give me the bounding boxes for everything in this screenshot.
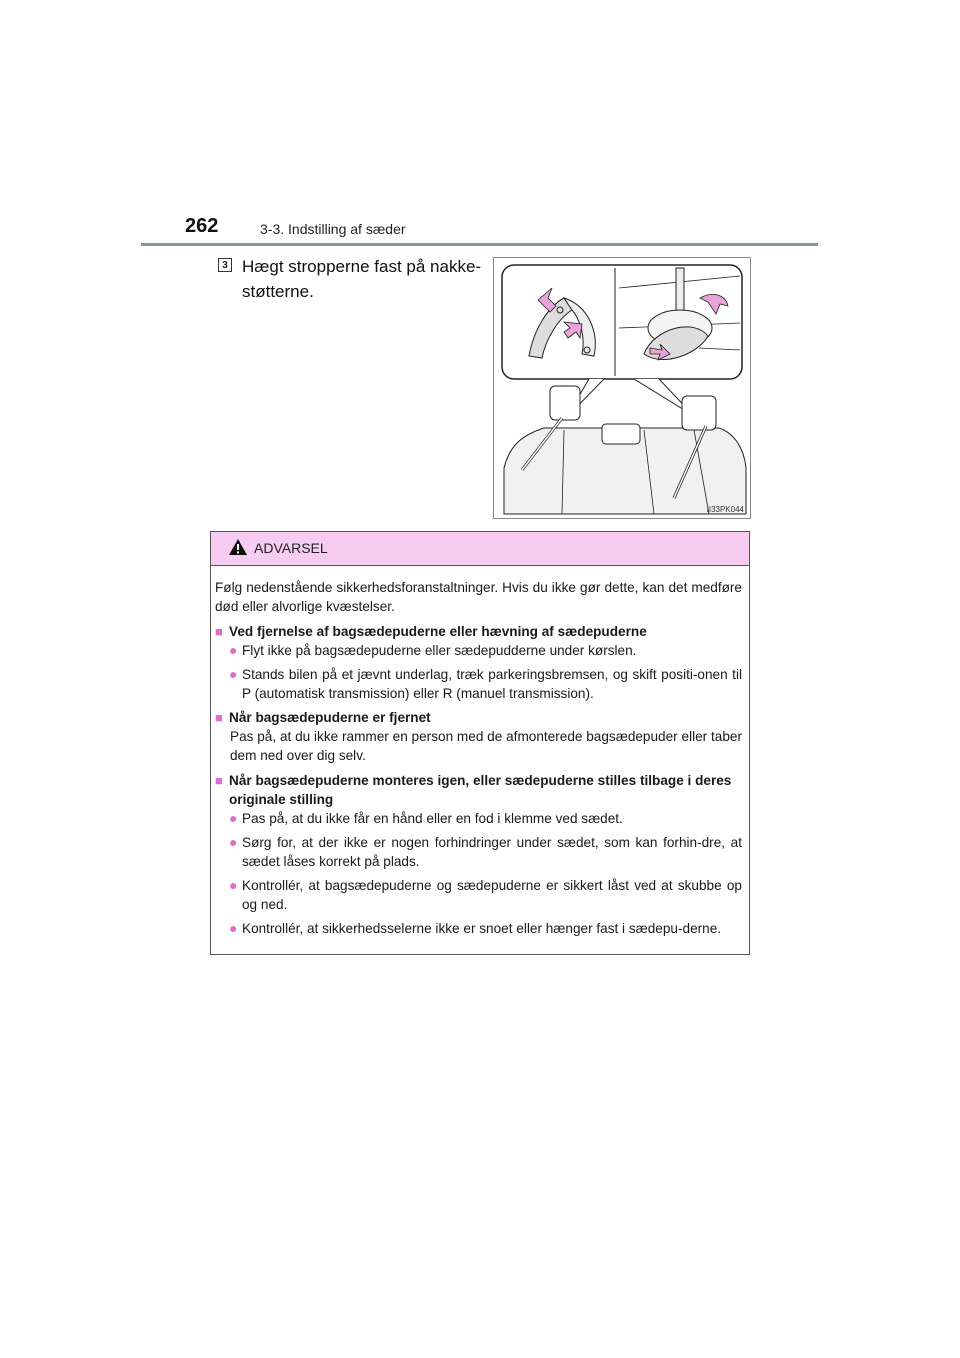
circle-bullet-icon: ● <box>229 666 238 682</box>
seat-strap-drawing <box>494 258 750 518</box>
topic-description: Pas på, at du ikke rammer en person med de afmonterede bagsædepuder eller taber dem ned over dig selv. <box>230 729 742 763</box>
warning-body <box>211 566 749 938</box>
warning-intro: Følg nedenstående sikkerhedsforanstaltninger. Hvis du ikke gør dette, kan det medføre død eller alvorlige kvæstelser. <box>215 580 742 614</box>
warning-box <box>210 531 750 955</box>
list-item: ● Stands bilen på et jævnt underlag, træk parkeringsbremsen, og skift positi-onen til P (automatisk transmission) eller R (manuel transmission). <box>229 666 742 701</box>
circle-bullet-icon: ● <box>229 810 238 826</box>
step-number-badge: 3 <box>218 258 232 272</box>
header-divider <box>141 243 818 246</box>
list-item: ● Flyt ikke på bagsædepuderne eller sædepudderne under kørslen. <box>229 642 637 658</box>
list-item: ● Pas på, at du ikke får en hånd eller en fod i klemme ved sædet. <box>229 810 623 826</box>
square-bullet-icon: ■ <box>215 624 223 639</box>
headrest-strap-illustration <box>493 257 751 519</box>
square-bullet-icon: ■ <box>215 773 223 788</box>
step-instruction: Hægt stropperne fast på nakke-støtterne. <box>242 257 482 301</box>
circle-bullet-icon: ● <box>229 920 238 936</box>
warning-topic <box>215 622 742 703</box>
topic-heading: Når bagsædepuderne er fjernet <box>229 710 431 725</box>
circle-bullet-icon: ● <box>229 642 238 658</box>
warning-triangle-icon <box>228 538 248 556</box>
topic-heading: Ved fjernelse af bagsædepuderne eller hævning af sædepuderne <box>229 624 647 639</box>
warning-header <box>211 532 749 566</box>
list-item: ● Kontrollér, at bagsædepuderne og sædepuderne er sikkert låst ved at skubbe op og ned. <box>229 877 742 912</box>
circle-bullet-icon: ● <box>229 877 238 893</box>
list-item: ● Kontrollér, at sikkerhedsselerne ikke er snoet eller hænger fast i sædepu-derne. <box>229 920 722 936</box>
square-bullet-icon: ■ <box>215 710 223 725</box>
warning-topic <box>215 708 742 765</box>
list-item: ● Sørg for, at der ikke er nogen forhindringer under sædet, som kan forhin-dre, at sædet låses korrekt på plads. <box>229 834 742 869</box>
circle-bullet-icon: ● <box>229 834 238 850</box>
warning-topic <box>215 771 742 938</box>
page-number: 262 <box>185 215 219 237</box>
topic-heading: Når bagsædepuderne monteres igen, eller sædepuderne stilles tilbage i deres originale stilling <box>229 773 732 807</box>
section-title: 3-3. Indstilling af sæder <box>260 221 406 237</box>
warning-title: ADVARSEL <box>254 540 328 556</box>
illustration-code: II33PK044 <box>706 505 744 514</box>
